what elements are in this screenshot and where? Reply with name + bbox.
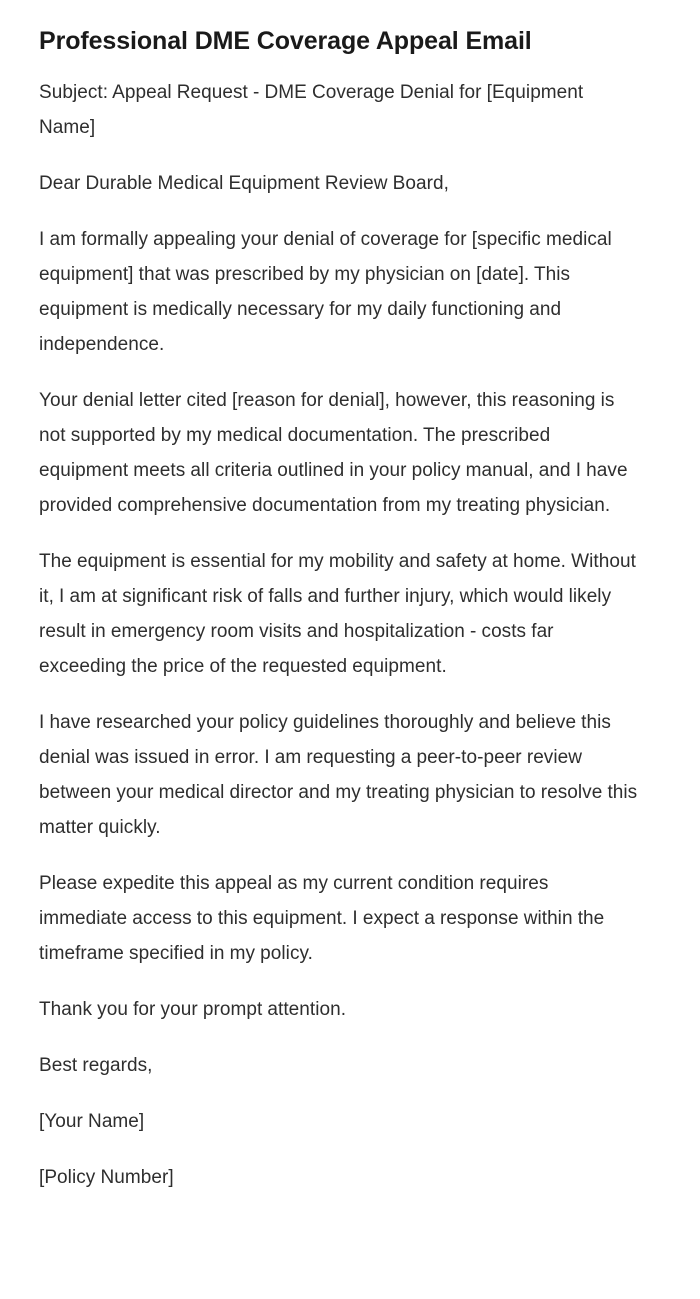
page-title: Professional DME Coverage Appeal Email	[39, 27, 532, 55]
paragraph-appeal-statement: I am formally appealing your denial of coverage for [specific medical equipment] that was prescribed by my physician on [date]. This equipment is medically necessary for my daily functioning and independence.	[39, 229, 612, 355]
paragraph-denial-rebuttal: Your denial letter cited [reason for denial], however, this reasoning is not supported by my medical documentation. The prescribed equipment meets all criteria outlined in your policy manual, and I have provided comprehensive documentation from my treating physician.	[39, 390, 628, 516]
paragraph-salutation: Dear Durable Medical Equipment Review Board,	[39, 173, 449, 194]
paragraph-subject-line: Subject: Appeal Request - DME Coverage Denial for [Equipment Name]	[39, 82, 584, 138]
paragraph-policy-number: [Policy Number]	[39, 1167, 174, 1188]
paragraph-signature-name: [Your Name]	[39, 1111, 145, 1132]
paragraph-thank-you: Thank you for your prompt attention.	[39, 999, 347, 1020]
paragraph-medical-necessity: The equipment is essential for my mobility and safety at home. Without it, I am at significant risk of falls and further injury, which would likely result in emergency room visits and hospitalization - costs far exceeding the price of the requested equipment.	[39, 551, 636, 677]
paragraph-peer-review-request: I have researched your policy guidelines thoroughly and believe this denial was issued in error. I am requesting a peer-to-peer review between your medical director and my treating physician to resolve this matter quickly.	[39, 712, 638, 838]
paragraph-expedite-request: Please expedite this appeal as my current condition requires immediate access to this equipment. I expect a response within the timeframe specified in my policy.	[39, 873, 605, 964]
paragraph-closing: Best regards,	[39, 1055, 153, 1076]
